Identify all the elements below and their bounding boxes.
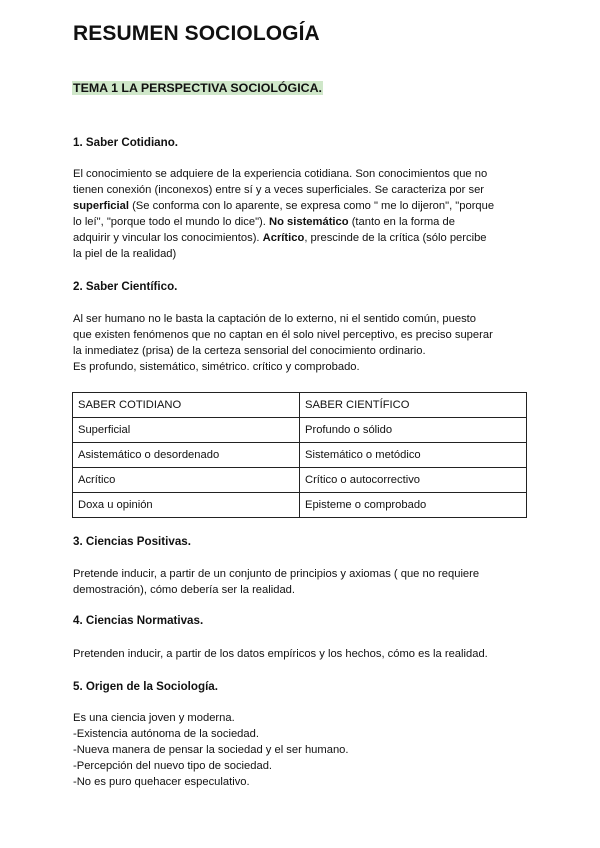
section-5-heading: 5. Origen de la Sociología. <box>73 680 218 693</box>
table-cell: SABER CIENTÍFICO <box>300 393 527 418</box>
list-item: -No es puro quehacer especulativo. <box>73 776 250 788</box>
list-item: -Percepción del nuevo tipo de sociedad. <box>73 760 273 772</box>
section-3-paragraph <box>73 566 535 598</box>
comparison-table <box>72 392 527 518</box>
text-line: adquirir y vincular los conocimientos). Acrítico, prescinde de la crítica (sólo percibe <box>73 232 487 244</box>
section-2-paragraph <box>73 311 535 375</box>
table-row <box>73 418 527 443</box>
table-cell: Crítico o autocorrectivo <box>300 468 527 493</box>
text-line: demostración), cómo debería ser la realidad. <box>73 584 295 596</box>
text-line: la inmediatez (prisa) de la certeza sensorial del conocimiento ordinario. <box>73 345 426 357</box>
section-4-heading: 4. Ciencias Normativas. <box>73 614 204 627</box>
bold-term: Acrítico <box>262 232 305 244</box>
table-row <box>73 468 527 493</box>
section-5-paragraph <box>73 710 535 790</box>
text-line: la piel de la realidad) <box>73 248 177 260</box>
bold-term: No sistemático <box>269 216 349 228</box>
page-title: RESUMEN SOCIOLOGÍA <box>73 22 320 45</box>
table-cell: Profundo o sólido <box>300 418 527 443</box>
text-line: Pretende inducir, a partir de un conjunto de principios y axiomas ( que no requiere <box>73 568 480 580</box>
section-1-paragraph <box>73 166 535 262</box>
list-item: -Nueva manera de pensar la sociedad y el ser humano. <box>73 744 349 756</box>
text-line: Pretenden inducir, a partir de los datos empíricos y los hechos, cómo es la realidad. <box>73 648 488 660</box>
table-cell: Acrítico <box>73 468 300 493</box>
section-2-heading: 2. Saber Científico. <box>73 280 178 293</box>
text-line: El conocimiento se adquiere de la experiencia cotidiana. Son conocimientos que no <box>73 168 488 180</box>
table-row <box>73 493 527 518</box>
table-cell: Superficial <box>73 418 300 443</box>
table-cell: Asistemático o desordenado <box>73 443 300 468</box>
section-1-heading: 1. Saber Cotidiano. <box>73 136 179 149</box>
table-cell: SABER COTIDIANO <box>73 393 300 418</box>
section-3-heading: 3. Ciencias Positivas. <box>73 535 191 548</box>
list-item: -Existencia autónoma de la sociedad. <box>73 728 259 740</box>
table-header-row <box>73 393 527 418</box>
table-cell: Sistemático o metódico <box>300 443 527 468</box>
text-line: que existen fenómenos que no captan en él solo nivel perceptivo, es preciso superar <box>73 329 493 341</box>
table-row <box>73 443 527 468</box>
tema-heading: TEMA 1 LA PERSPECTIVA SOCIOLÓGICA. <box>73 81 322 95</box>
text-line: tienen conexión (inconexos) entre sí y a veces superficiales. Se caracteriza por ser <box>73 184 485 196</box>
section-4-paragraph <box>73 646 535 662</box>
table-cell: Episteme o comprobado <box>300 493 527 518</box>
bold-term: superficial <box>73 200 129 212</box>
text-line: Al ser humano no le basta la captación de lo externo, ni el sentido común, puesto <box>73 313 477 325</box>
text-line: Es profundo, sistemático, simétrico. crítico y comprobado. <box>73 361 360 373</box>
text-line: Es una ciencia joven y moderna. <box>73 712 235 724</box>
table-cell: Doxa u opinión <box>73 493 300 518</box>
text-line: superficial (Se conforma con lo aparente, se expresa como " me lo dijeron", "porque <box>73 200 495 212</box>
text-line: lo leí", "porque todo el mundo lo dice"). No sistemático (tanto en la forma de <box>73 216 455 228</box>
